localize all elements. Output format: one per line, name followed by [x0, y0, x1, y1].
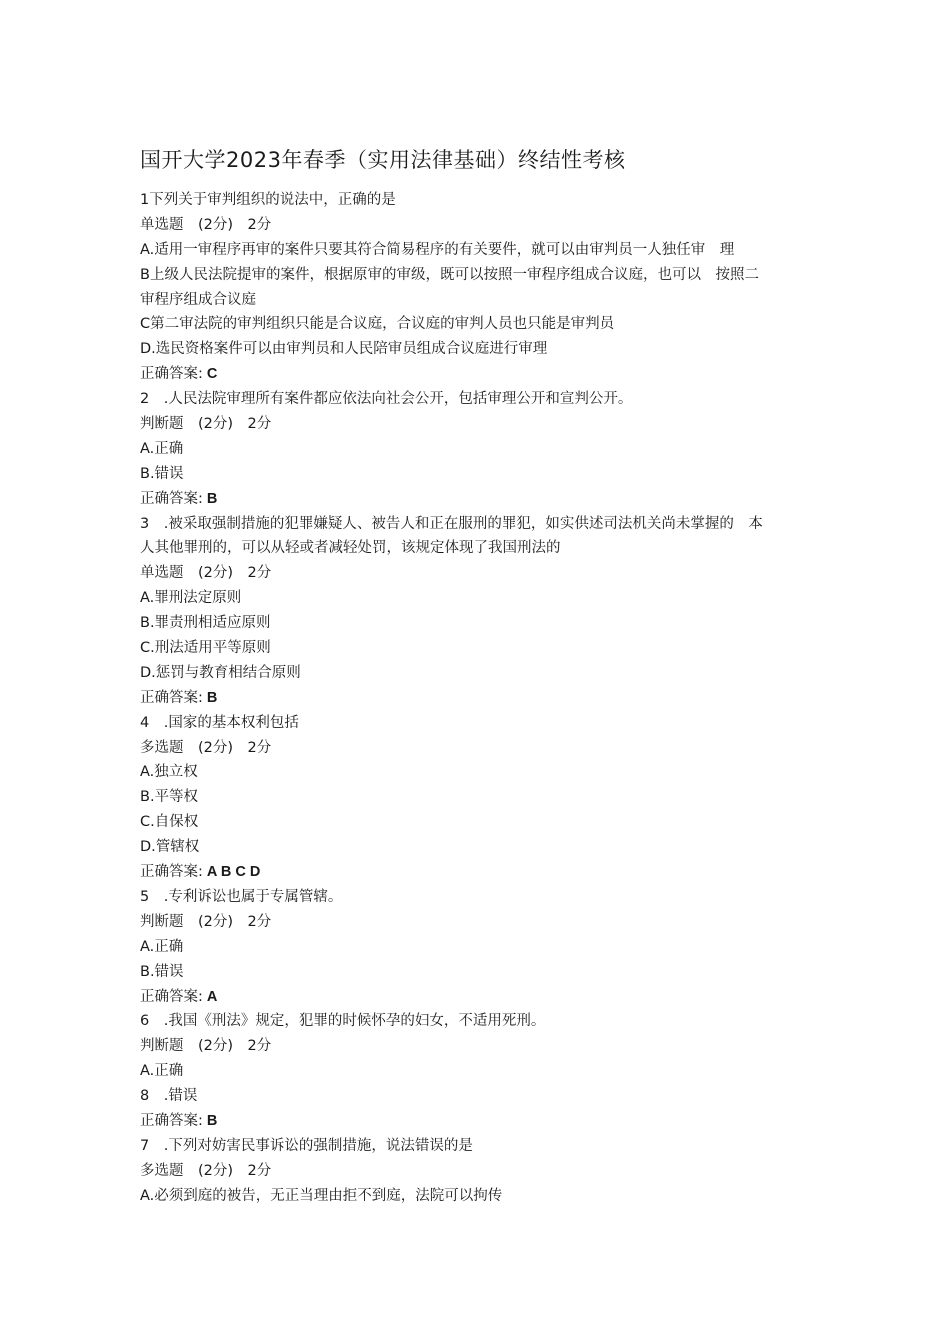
document-line: 判断题 (2分) 2分: [140, 913, 272, 930]
answer-prefix: 正确答案:: [140, 689, 203, 706]
question-list: [140, 188, 820, 1209]
document-line: A.必须到庭的被告，无正当理由拒不到庭，法院可以拘传: [140, 1187, 503, 1204]
document-line: C.刑法适用平等原则: [140, 640, 271, 657]
correct-answer-line: [140, 985, 820, 1010]
answer-value: B: [202, 689, 218, 706]
document-line: 多选题 (2分) 2分: [140, 1162, 272, 1179]
document-line: 判断题 (2分) 2分: [140, 416, 272, 433]
document-line: 多选题 (2分) 2分: [140, 739, 272, 756]
correct-answer-line: [140, 362, 820, 387]
correct-answer-line: [140, 860, 820, 885]
correct-answer-line: [140, 686, 820, 711]
document-line: 7 .下列对妨害民事诉讼的强制措施，说法错误的是: [140, 1137, 473, 1154]
document-line: B.错误: [140, 465, 184, 482]
answer-value: B: [202, 490, 218, 507]
answer-prefix: 正确答案:: [140, 988, 203, 1005]
document-line: A.适用一审程序再审的案件只要其符合简易程序的有关要件，就可以由审判员一人独任审 理: [140, 241, 735, 258]
document-line: 8 .错误: [140, 1088, 198, 1105]
answer-prefix: 正确答案:: [140, 490, 203, 507]
answer-prefix: 正确答案:: [140, 366, 203, 383]
document-line: 6 .我国《刑法》规定，犯罪的时候怀孕的妇女，不适用死刑。: [140, 1013, 546, 1030]
document-line: B.平等权: [140, 789, 199, 806]
document-line: 审程序组成合议庭: [140, 291, 256, 308]
document-line: A.正确: [140, 440, 184, 457]
document-line: C.自保权: [140, 814, 199, 831]
document-line: B上级人民法院提审的案件，根据原审的审级，既可以按照一审程序组成合议庭，也可以 按照二: [140, 266, 759, 283]
document-line: C第二审法院的审判组织只能是合议庭，合议庭的审判人员也只能是审判员: [140, 316, 615, 333]
document-line: 人其他罪刑的，可以从轻或者减轻处罚，该规定体现了我国刑法的: [140, 540, 561, 557]
answer-prefix: 正确答案:: [140, 1112, 203, 1129]
document-line: 单选题 (2分) 2分: [140, 565, 272, 582]
document-line: 2 .人民法院审理所有案件都应依法向社会公开，包括审理公开和宣判公开。: [140, 391, 633, 408]
answer-value: A: [202, 988, 218, 1005]
document-line: D.管辖权: [140, 839, 200, 856]
document-line: D.惩罚与教育相结合原则: [140, 664, 301, 681]
document-line: A.正确: [140, 1063, 184, 1080]
answer-value: B: [202, 1112, 218, 1129]
document-line: 单选题 (2分) 2分: [140, 216, 272, 233]
document-line: A.独立权: [140, 764, 198, 781]
document-line: 1下列关于审判组织的说法中，正确的是: [140, 192, 396, 208]
document-line: B.罪责刑相适应原则: [140, 615, 271, 632]
document-line: B.错误: [140, 963, 184, 980]
answer-value: C: [202, 366, 218, 383]
answer-prefix: 正确答案:: [140, 864, 203, 881]
answer-value: A B C D: [202, 864, 261, 881]
correct-answer-line: [140, 487, 820, 512]
document-line: 判断题 (2分) 2分: [140, 1038, 272, 1055]
document-title: 国开大学2023年春季（实用法律基础）终结性考核: [140, 148, 626, 172]
document-line: A.罪刑法定原则: [140, 590, 242, 607]
document-line: 4 .国家的基本权利包括: [140, 714, 299, 731]
document-line: 3 .被采取强制措施的犯罪嫌疑人、被告人和正在服刑的罪犯，如实供述司法机关尚未掌握的 本: [140, 515, 763, 532]
document-line: A.正确: [140, 938, 184, 955]
correct-answer-line: [140, 1109, 820, 1134]
document-line: D.选民资格案件可以由审判员和人民陪审员组成合议庭进行审理: [140, 341, 548, 358]
document-line: 5 .专利诉讼也属于专属管辖。: [140, 888, 343, 905]
